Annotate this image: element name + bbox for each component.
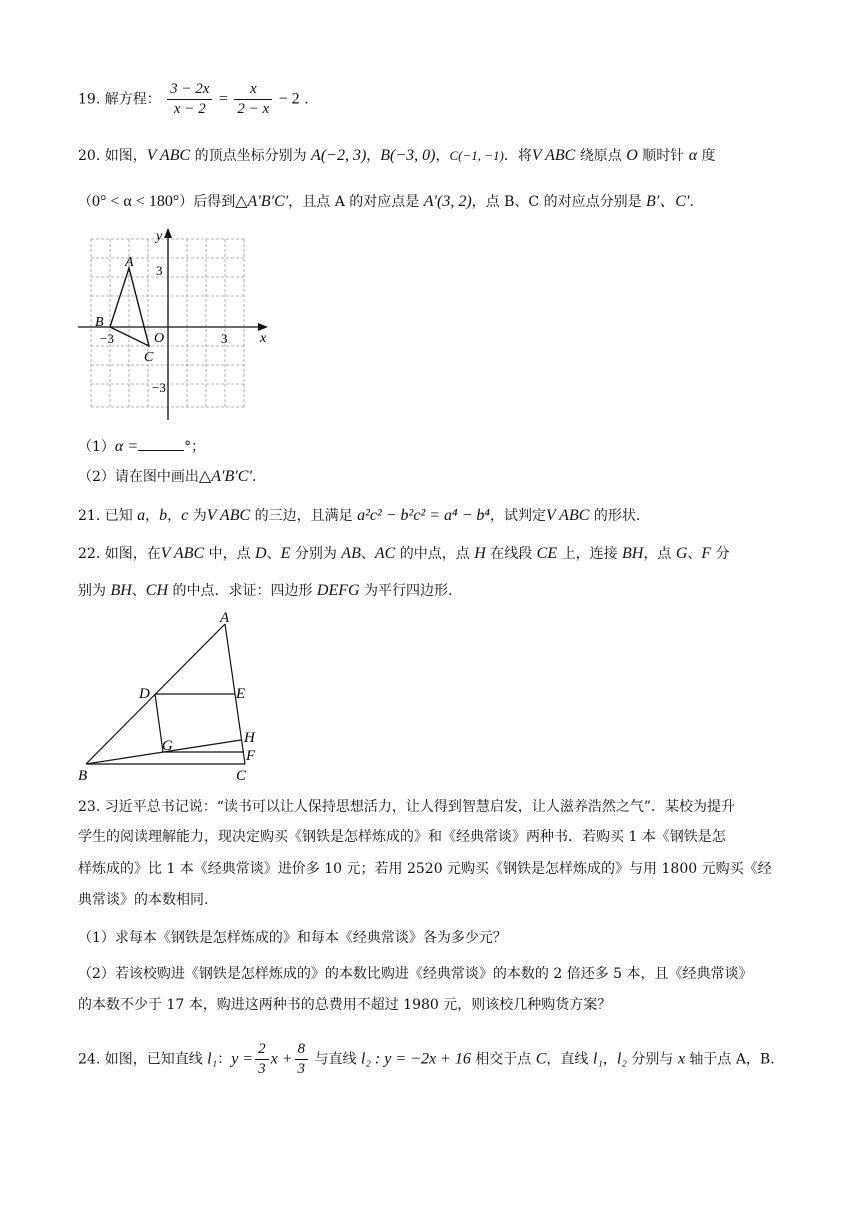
q24-frac1-numerator: 2 [255,1040,269,1060]
q19-fraction-left [167,80,212,119]
question-22-line-1 [78,544,730,564]
q21-var-a: a [137,507,146,524]
question-23-part-2-line-2: 的本数不少于 17 本，购进这两种书的总费用不超过 1980 元，则该校几种购货方案？ [78,997,612,1013]
q21-var-c: c [181,507,189,524]
q20-text: 20. 如图， [78,148,147,164]
q21-text: ， [145,508,160,524]
question-20-line-2 [78,192,703,212]
tick-y-pos: 3 [156,263,163,278]
point-b-label: B [78,768,88,784]
q22-text: 为平行四边形. [359,583,453,599]
tick-x-neg: −3 [100,331,114,346]
q20-angle-range: 0° < α < 180° [92,193,180,210]
q20-text: ．将 [503,148,532,164]
q20-coordinate-figure [74,226,274,424]
x-axis-label: x [260,331,267,346]
point-d-label: D [139,686,150,702]
point-h-label: H [244,730,255,746]
q22-segment-ce: CE [536,545,558,562]
point-a-label: A [220,610,230,626]
q24-text: ，直线 [546,1051,593,1068]
q22-text: 别为 [78,583,111,599]
y-axis-label: y [156,229,163,244]
question-23-part-2-line-1: （2）若该校购进《钢铁是怎样炼成的》的本数比购进《经典常谈》的本数的 2 倍还多 5 本，且《经典常谈》 [78,966,753,982]
q21-text: 的三边，且满足 [250,508,358,524]
q24-line-l1: l₁ [592,1050,603,1068]
q22-text: 的中点．求证：四边形 [168,583,317,599]
q21-text: 21. 已知 [78,508,138,524]
q20-point-a: A(−2, 3) [311,147,367,164]
q21-text: 为 [188,508,207,524]
q24-frac2-denominator: 3 [297,1061,305,1077]
q20-text: ， [435,148,450,164]
q24-text: 24. 如图，已知直线 [78,1051,208,1068]
q22-text: 中，点 [204,546,256,562]
question-23-line-1: 23. 习近平总书记说：“读书可以让人保持思想活力，让人得到智慧启发，让人滋养浩然之气”．某校为提升 [78,799,736,815]
q19-frac1-numerator: 3 − 2x [167,80,212,100]
q21-text: ， [167,508,182,524]
q24-text: 分别与 [626,1051,678,1068]
q22-text: 、 [266,546,281,562]
q19-frac2-numerator: x [234,80,272,100]
q22-segment-ab: AB [341,545,361,562]
q20-degree: °； [184,439,206,455]
tick-y-neg: −3 [152,380,166,395]
q24-line-l1: l₁ [207,1050,218,1068]
tick-x-pos: 3 [221,331,228,346]
q21-text: 的形状. [589,508,641,524]
point-a-label: A [125,255,134,270]
q20-alpha: α [688,147,698,164]
question-23-line-4: 典常谈》的本数相同. [78,892,209,908]
question-20-part-2 [78,467,266,487]
q19-tail: − 2 [278,90,300,108]
q22-point-e: E [280,545,291,562]
q24-line-l2: l₂ [616,1050,627,1068]
question-23-part-1: （1）求每本《钢铁是怎样炼成的》和每本《经典常谈》各为多少元？ [78,930,507,946]
q22-geometry-figure [74,606,274,784]
q20-text: ，点 B、C 的对应点分别是 [471,194,647,210]
q20-alpha-equals: α = [114,438,139,455]
q22-text: 在线段 [485,546,537,562]
q22-point-g: G [675,545,688,562]
q20-text: ， [366,148,381,164]
point-e-label: E [236,686,246,702]
q24-text: 与直线 [310,1051,361,1068]
q21-triangle: V ABC [206,507,251,524]
q24-y-equals: y = [231,1050,254,1068]
q20-text: ）后得到 [179,194,236,210]
q22-text: 的中点，点 [395,546,475,562]
q21-var-b: b [159,507,168,524]
question-20-line-1 [78,146,716,166]
question-23-line-3: 样炼成的》比 1 本《经典常谈》进价多 10 元；若用 2520 元购买《钢铁是怎样炼成的》与用 1800 元购买《经 [78,861,772,877]
q20-part1-label: （1） [78,439,115,455]
q20-text: （ [78,194,92,210]
q24-frac1-denominator: 3 [258,1061,266,1077]
q20-image-triangle: △A′B′C′ [235,193,289,210]
point-f-label: F [246,748,256,764]
q19-end: . [304,91,309,108]
q19-label: 19. 解方程： [78,91,161,108]
q22-text: 分 [711,546,730,562]
question-20-part-1 [78,436,205,457]
q20-text: ． [689,194,704,210]
q24-line-l2-equation: l₂ : y = −2x + 16 [360,1050,471,1068]
point-c-label: C [236,768,247,784]
q19-fraction-right [234,80,272,119]
q20-axes [78,232,264,420]
answer-blank[interactable] [138,436,184,451]
q22-segment-ac: AC [374,545,396,562]
q20-point-c: C(−1, −1) [449,148,504,163]
q20-point-a-prime: A′(3, 2) [423,193,472,210]
question-21 [78,506,640,526]
question-24 [78,1040,775,1079]
q24-text: 轴于点 A，B. [684,1051,775,1068]
q20-part2-text: （2）请在图中画出 [78,469,199,485]
q22-quadrilateral: DEFG [316,582,360,599]
q20-triangle: V ABC [146,147,191,164]
q20-point-b: B(−3, 0) [380,147,436,164]
question-19 [78,80,309,119]
q20-text: 顺时针 [637,148,689,164]
point-b-label: B [95,315,104,330]
point-g-label: G [162,738,173,754]
q22-text: 、 [687,546,702,562]
q20-text: ，且点 A 的对应点是 [288,194,424,210]
q21-text: ，试判定 [489,508,546,524]
q24-fraction-intercept [295,1040,309,1079]
q20-origin: O [626,147,638,164]
q21-triangle: V ABC [545,507,590,524]
question-23-line-2: 学生的阅读理解能力，现决定购买《钢铁是怎样炼成的》和《经典常谈》两种书．若购买 1 本《钢铁是怎 [78,829,726,845]
q20-text: 的顶点坐标分别为 [190,148,312,164]
q20-text: 绕原点 [575,148,627,164]
q22-text: 、 [131,583,146,599]
point-c-label: C [144,350,154,365]
q22-segment-ch: CH [145,582,169,599]
q24-text: ： [217,1051,232,1068]
q22-segment-bh: BH [110,582,132,599]
q19-frac1-denominator: x − 2 [173,101,206,117]
x-axis-arrow-icon [258,323,268,331]
q19-equals: = [218,90,228,108]
question-22-line-2 [78,581,452,601]
q22-text: 上，连接 [557,546,623,562]
q24-point-c: C [535,1050,547,1068]
q22-point-f: F [701,545,712,562]
origin-label: O [154,331,165,346]
q22-text: 分别为 [290,546,342,562]
q22-point-h: H [474,545,486,562]
q20-text: ． [251,469,266,485]
triangle-abc [110,268,149,346]
q24-x-plus: x + [270,1050,293,1068]
q20-triangle: V ABC [531,147,576,164]
q22-point-d: D [255,545,267,562]
q24-text: ， [602,1051,617,1068]
q20-text: 度 [697,148,716,164]
y-axis-arrow-icon [164,228,172,238]
q22-text: ，点 [643,546,676,562]
q24-text: 相交于点 [470,1051,536,1068]
q22-triangle: V ABC [160,545,205,562]
q24-fraction-slope [255,1040,269,1079]
q20-image-triangle: △A′B′C′ [198,468,252,485]
q24-x-var: x [677,1050,685,1068]
q22-segment-bh: BH [622,545,644,562]
q22-text: 、 [360,546,375,562]
q20-points-bc-prime: B′、C′ [646,193,690,210]
q22-text: 22. 如图，在 [78,546,161,562]
q21-equation: a²c² − b²c² = a⁴ − b⁴ [357,507,490,524]
q24-frac2-numerator: 8 [295,1040,309,1060]
q19-frac2-denominator: 2 − x [237,101,270,117]
